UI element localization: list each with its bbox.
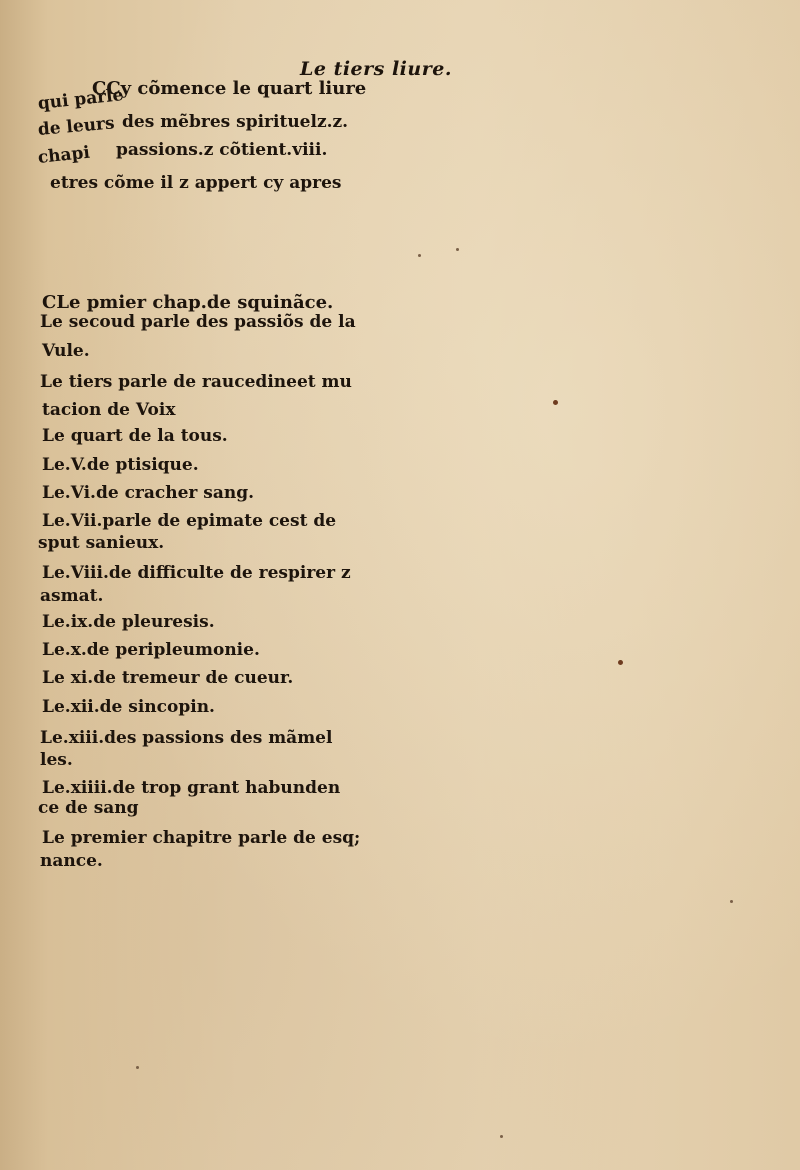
paper-speck [418, 254, 421, 257]
intro-line-5: passions.z cõtient.viii. [116, 140, 328, 160]
intro-line-7: etres cõme il z appert cy apres [50, 173, 342, 193]
toc-line-15: Le xi.de tremeur de cueur. [42, 668, 294, 688]
intro-line-1: CCy cõmence le quart liure [92, 78, 367, 99]
toc-line-21: Le premier chapitre parle de esq; [42, 828, 361, 848]
toc-line-1: CLe pmier chap.de squinãce. [42, 292, 334, 313]
toc-line-17: Le.xiii.des passions des mãmel [40, 728, 333, 748]
intro-line-4: de leurs [37, 113, 116, 140]
paper-speck [136, 1066, 139, 1069]
toc-line-13: Le.ix.de pleuresis. [42, 612, 215, 632]
toc-line-4: Le tiers parle de raucedineet mu [40, 372, 352, 392]
paper-speck [456, 248, 459, 251]
toc-line-14: Le.x.de peripleumonie. [42, 640, 260, 660]
paper-speck [730, 900, 733, 903]
paper-speck [618, 660, 623, 665]
intro-line-6: chapi [36, 142, 91, 168]
toc-line-2: Le secoud parle des passiõs de la [40, 312, 356, 332]
toc-line-20: ce de sang [38, 798, 139, 818]
toc-line-8: Le.Vi.de cracher sang. [42, 483, 255, 503]
toc-line-9: Le.Vii.parle de epimate cest de [42, 511, 337, 531]
intro-line-3: des mẽbres spirituelz.z. [122, 112, 349, 132]
toc-line-5: tacion de Voix [42, 400, 176, 420]
toc-line-12: asmat. [40, 586, 104, 606]
toc-line-7: Le.V.de ptisique. [42, 455, 199, 475]
paper-speck [553, 400, 558, 405]
toc-line-22: nance. [40, 851, 103, 871]
toc-line-3: Vule. [42, 341, 90, 361]
toc-line-11: Le.Viii.de difficulte de respirer z [42, 563, 351, 583]
running-head: Le tiers liure. [300, 58, 452, 80]
toc-line-16: Le.xii.de sincopin. [42, 697, 215, 717]
toc-line-10: sput sanieux. [38, 533, 165, 553]
toc-line-6: Le quart de la tous. [42, 426, 228, 446]
show-through-text [420, 940, 780, 1120]
paper-speck [500, 1135, 503, 1138]
intro-line-2: qui parle [36, 85, 125, 114]
toc-line-18: les. [40, 750, 73, 770]
toc-line-19: Le.xiiii.de trop grant habunden [42, 778, 341, 798]
